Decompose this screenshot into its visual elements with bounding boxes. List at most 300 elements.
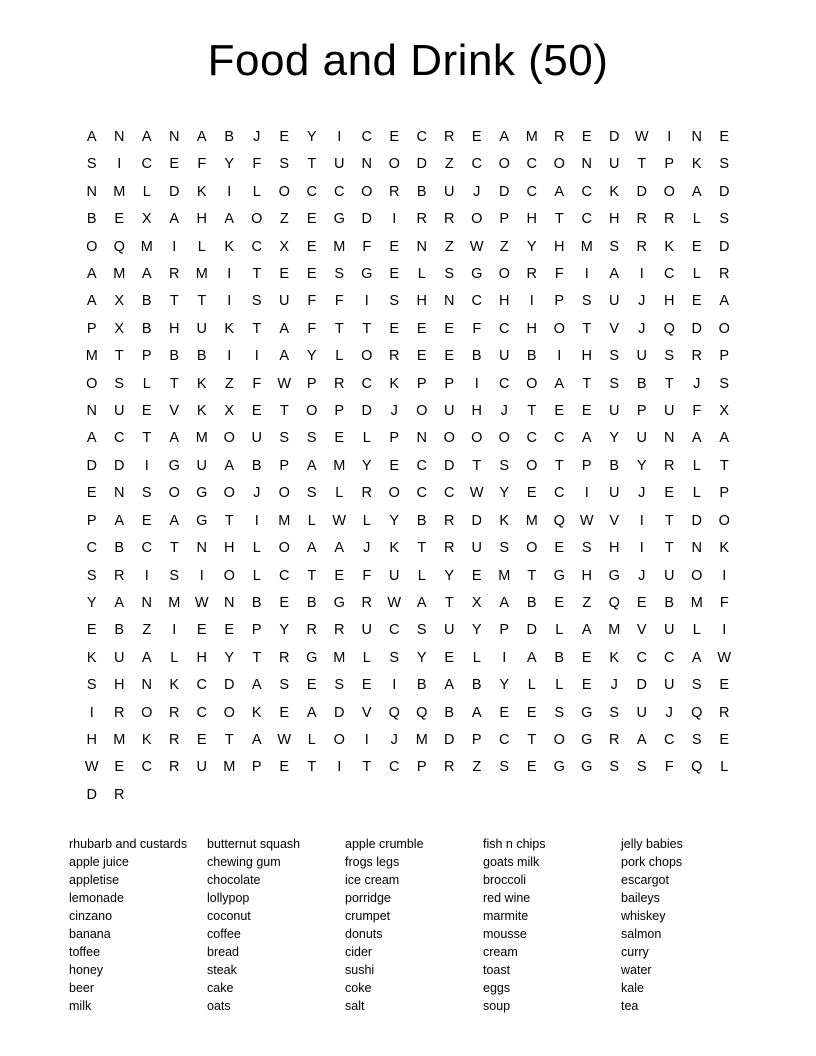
grid-letter: G [306, 649, 318, 666]
grid-letter: C [141, 156, 152, 173]
grid-letter: O [223, 567, 235, 584]
grid-letter: J [638, 567, 646, 584]
grid-letter: U [636, 704, 647, 721]
grid-letter: O [278, 485, 290, 502]
grid-letter: O [278, 183, 290, 200]
grid-letter: E [279, 266, 290, 283]
grid-letter: S [636, 759, 647, 776]
grid-letter: T [664, 512, 674, 529]
grid-letter: D [499, 183, 510, 200]
word-list-item: steak [207, 963, 237, 978]
word-list-item: eggs [483, 981, 511, 996]
grid-letter: Y [526, 238, 537, 255]
grid-letter: A [224, 457, 235, 474]
grid-letter: P [719, 348, 730, 365]
grid-letter: T [197, 293, 207, 310]
grid-letter: T [169, 293, 179, 310]
grid-letter: O [86, 375, 98, 392]
grid-letter: I [144, 567, 149, 584]
grid-letter: O [361, 183, 373, 200]
word-list-item: jelly babies [621, 837, 683, 852]
grid-letter: Z [224, 375, 234, 392]
grid-letter: H [196, 211, 207, 228]
grid-letter: C [141, 759, 152, 776]
grid-letter: E [444, 649, 455, 666]
grid-letter: E [361, 677, 372, 694]
grid-letter: B [554, 649, 565, 666]
grid-letter: U [114, 649, 125, 666]
grid-letter: A [636, 731, 647, 748]
grid-letter: X [114, 320, 125, 337]
grid-letter: E [334, 430, 345, 447]
grid-letter: H [114, 677, 125, 694]
grid-letter: E [389, 238, 400, 255]
grid-letter: C [196, 704, 207, 721]
grid-letter: O [388, 485, 400, 502]
grid-letter: H [581, 567, 592, 584]
grid-letter: S [691, 677, 702, 694]
grid-letter: I [557, 348, 562, 365]
grid-letter: L [170, 649, 179, 666]
grid-letter: P [499, 211, 510, 228]
word-list-item: frogs legs [345, 855, 400, 870]
grid-letter: N [86, 183, 97, 200]
grid-letter: H [664, 293, 675, 310]
grid-letter: C [499, 731, 510, 748]
grid-letter: E [581, 129, 592, 145]
grid-letter: T [664, 540, 674, 557]
grid-letter: N [114, 485, 125, 502]
word-list-item: crumpet [345, 909, 391, 924]
grid-letter: A [416, 594, 427, 611]
grid-letter: R [554, 129, 565, 145]
grid-letter: G [581, 731, 593, 748]
grid-letter: X [279, 238, 290, 255]
grid-letter: R [361, 485, 372, 502]
word-list-item: fish n chips [483, 837, 546, 852]
grid-letter: K [224, 238, 235, 255]
grid-letter: I [639, 266, 644, 283]
grid-letter: G [333, 211, 345, 228]
grid-letter: A [169, 430, 180, 447]
word-list-item: whiskey [621, 909, 666, 924]
grid-letter: C [86, 540, 97, 557]
grid-letter: S [581, 293, 592, 310]
word-list-item: honey [69, 963, 104, 978]
grid-letter: C [581, 183, 592, 200]
grid-letter: I [502, 649, 507, 666]
grid-letter: B [141, 293, 152, 310]
grid-letter: E [279, 594, 290, 611]
grid-letter: R [526, 266, 537, 283]
grid-letter: E [554, 594, 565, 611]
grid-letter: U [609, 485, 620, 502]
grid-letter: O [361, 348, 373, 365]
grid-letter: Q [553, 512, 565, 529]
grid-letter: A [169, 211, 180, 228]
grid-letter: R [719, 704, 730, 721]
grid-letter: F [362, 238, 372, 255]
grid-letter: N [141, 594, 152, 611]
grid-letter: H [526, 320, 537, 337]
grid-letter: U [609, 293, 620, 310]
grid-letter: D [224, 677, 235, 694]
grid-letter: R [114, 786, 125, 803]
word-list-column [621, 835, 753, 1015]
grid-letter: C [499, 375, 510, 392]
grid-letter: Q [416, 704, 428, 721]
grid-letter: D [334, 704, 345, 721]
word-list-item: kale [621, 981, 644, 996]
grid-letter: N [416, 430, 427, 447]
grid-letter: I [227, 266, 232, 283]
grid-letter: Y [361, 457, 372, 474]
grid-letter: T [169, 540, 179, 557]
grid-letter: T [554, 457, 564, 474]
grid-letter: R [416, 211, 427, 228]
grid-letter: B [526, 348, 537, 365]
grid-letter: Q [608, 594, 620, 611]
grid-letter: W [84, 759, 99, 776]
grid-letter: E [471, 567, 482, 584]
grid-letter: D [636, 183, 647, 200]
grid-letter: L [692, 457, 701, 474]
grid-letter: U [361, 622, 372, 639]
grid-letter: R [636, 211, 647, 228]
grid-letter: D [471, 512, 482, 529]
grid-letter: C [499, 320, 510, 337]
grid-letter: H [86, 731, 97, 748]
grid-letter: R [169, 731, 180, 748]
grid-letter: S [664, 348, 675, 365]
word-list-column [207, 835, 339, 1015]
grid-letter: E [526, 485, 537, 502]
grid-letter: S [169, 567, 180, 584]
grid-letter: I [392, 211, 397, 228]
grid-letter: E [306, 238, 317, 255]
grid-letter: Y [416, 649, 427, 666]
word-list-column [69, 835, 201, 1015]
grid-letter: D [361, 211, 372, 228]
grid-letter: L [417, 567, 426, 584]
grid-letter: L [692, 211, 701, 228]
grid-letter: T [142, 430, 152, 447]
word-list-column [345, 835, 477, 1015]
grid-letter: I [584, 485, 589, 502]
grid-letter: A [86, 129, 97, 145]
grid-letter: L [252, 183, 261, 200]
grid-letter: C [554, 485, 565, 502]
grid-letter: D [114, 457, 125, 474]
grid-letter: M [498, 567, 511, 584]
grid-letter: I [639, 540, 644, 557]
word-list-item: cream [483, 945, 518, 960]
grid-letter: J [390, 403, 398, 420]
word-list-item: banana [69, 927, 111, 942]
grid-letter: C [526, 156, 537, 173]
grid-letter: A [691, 430, 702, 447]
grid-letter: O [251, 211, 263, 228]
grid-letter: N [114, 129, 125, 145]
grid-letter: S [609, 238, 620, 255]
grid-letter: Z [279, 211, 289, 228]
grid-letter: W [332, 512, 347, 529]
grid-letter: Y [499, 677, 510, 694]
grid-letter: E [389, 457, 400, 474]
grid-letter: A [141, 266, 152, 283]
grid-letter: D [444, 731, 455, 748]
grid-letter: O [526, 375, 538, 392]
grid-letter: J [253, 485, 261, 502]
grid-letter: A [306, 457, 317, 474]
grid-letter: B [306, 594, 317, 611]
grid-letter: O [443, 430, 455, 447]
grid-letter: F [252, 375, 262, 392]
word-list-item: bread [207, 945, 239, 960]
grid-letter: O [526, 540, 538, 557]
grid-letter: G [553, 759, 565, 776]
grid-letter: Z [582, 594, 592, 611]
grid-letter: O [86, 238, 98, 255]
grid-letter: K [691, 156, 702, 173]
grid-letter: R [334, 375, 345, 392]
grid-letter: M [278, 512, 291, 529]
grid-letter: U [636, 348, 647, 365]
grid-letter: O [718, 512, 730, 529]
grid-letter: L [472, 649, 481, 666]
grid-letter: Y [306, 348, 317, 365]
grid-letter: C [361, 129, 372, 145]
grid-letter: A [444, 677, 455, 694]
grid-letter: T [252, 266, 262, 283]
grid-letter: L [307, 731, 316, 748]
grid-letter: E [114, 759, 125, 776]
grid-letter: G [196, 512, 208, 529]
grid-letter: I [227, 293, 232, 310]
grid-letter: P [334, 403, 345, 420]
grid-letter: U [471, 540, 482, 557]
grid-letter: A [141, 129, 152, 145]
grid-letter: T [252, 320, 262, 337]
grid-letter: P [251, 622, 262, 639]
grid-letter: G [581, 759, 593, 776]
grid-letter: K [196, 403, 207, 420]
grid-letter: M [525, 512, 538, 529]
grid-letter: D [86, 786, 97, 803]
grid-letter: X [114, 293, 125, 310]
grid-letter: K [389, 540, 400, 557]
grid-letter: S [306, 430, 317, 447]
grid-letter: M [168, 594, 181, 611]
grid-letter: D [416, 156, 427, 173]
grid-letter: S [499, 759, 510, 776]
grid-letter: Y [389, 512, 400, 529]
grid-letter: I [337, 759, 342, 776]
grid-letter: T [582, 320, 592, 337]
grid-letter: D [444, 457, 455, 474]
grid-letter: R [719, 266, 730, 283]
grid-letter: O [471, 430, 483, 447]
grid-letter: U [279, 293, 290, 310]
grid-letter: I [639, 512, 644, 529]
grid-letter: B [169, 348, 180, 365]
grid-letter: F [664, 759, 674, 776]
grid-letter: E [114, 211, 125, 228]
grid-letter: K [196, 375, 207, 392]
grid-letter: E [581, 649, 592, 666]
word-list-item: curry [621, 945, 649, 960]
grid-letter: I [172, 622, 177, 639]
grid-letter: G [196, 485, 208, 502]
grid-letter: S [609, 759, 620, 776]
grid-letter: A [719, 293, 730, 310]
grid-letter: W [277, 731, 292, 748]
grid-letter: U [444, 183, 455, 200]
word-list-item: appletise [69, 873, 120, 888]
grid-letter: I [227, 348, 232, 365]
grid-letter: A [526, 649, 537, 666]
grid-letter: O [471, 211, 483, 228]
grid-letter: O [553, 731, 565, 748]
grid-letter: A [554, 183, 565, 200]
grid-letter: L [555, 622, 564, 639]
grid-letter: C [664, 649, 675, 666]
grid-letter: Y [636, 457, 647, 474]
grid-letter: N [86, 403, 97, 420]
grid-letter: H [609, 211, 620, 228]
word-list-item: apple crumble [345, 837, 424, 852]
grid-letter: B [86, 211, 97, 228]
grid-letter: I [474, 375, 479, 392]
grid-letter: Z [142, 622, 152, 639]
grid-letter: S [306, 485, 317, 502]
grid-letter: M [85, 348, 98, 365]
grid-letter: R [444, 211, 455, 228]
grid-letter: T [362, 759, 372, 776]
grid-letter: F [197, 156, 207, 173]
grid-letter: B [664, 594, 675, 611]
grid-letter: U [196, 759, 207, 776]
grid-letter: P [416, 375, 427, 392]
grid-letter: I [392, 677, 397, 694]
grid-letter: S [444, 266, 455, 283]
grid-letter: G [168, 457, 180, 474]
grid-letter: D [691, 512, 702, 529]
grid-letter: P [581, 457, 592, 474]
word-list-item: apple juice [69, 855, 129, 870]
word-list-item: cake [207, 981, 234, 996]
grid-letter: T [224, 512, 234, 529]
grid-letter: L [692, 266, 701, 283]
grid-letter: E [664, 485, 675, 502]
grid-letter: J [473, 183, 481, 200]
grid-letter: I [667, 129, 672, 145]
grid-letter: I [227, 183, 232, 200]
grid-letter: E [279, 759, 290, 776]
word-list-item: cider [345, 945, 373, 960]
grid-letter: O [691, 567, 703, 584]
grid-letter: B [471, 348, 482, 365]
grid-letter: B [114, 622, 125, 639]
grid-letter: T [444, 594, 454, 611]
grid-letter: C [196, 677, 207, 694]
grid-letter: C [334, 183, 345, 200]
grid-letter: Z [499, 238, 509, 255]
grid-letter: O [553, 156, 565, 173]
word-list-item: water [621, 963, 652, 978]
grid-letter: K [719, 540, 730, 557]
grid-letter: I [172, 238, 177, 255]
grid-letter: A [169, 512, 180, 529]
grid-letter: S [334, 677, 345, 694]
grid-letter: E [196, 731, 207, 748]
grid-letter: M [690, 594, 703, 611]
grid-letter: O [498, 266, 510, 283]
grid-letter: U [664, 677, 675, 694]
grid-letter: E [526, 704, 537, 721]
grid-letter: A [279, 348, 290, 365]
grid-letter: O [718, 320, 730, 337]
grid-letter: X [471, 594, 482, 611]
grid-letter: U [114, 403, 125, 420]
grid-letter: R [664, 457, 675, 474]
grid-letter: E [224, 622, 235, 639]
grid-letter: T [334, 320, 344, 337]
word-list-item: sushi [345, 963, 375, 978]
grid-letter: B [196, 348, 207, 365]
grid-letter: H [554, 238, 565, 255]
grid-letter: N [416, 238, 427, 255]
grid-letter: Y [86, 594, 97, 611]
grid-letter: N [196, 540, 207, 557]
grid-letter: J [610, 677, 618, 694]
grid-letter: U [251, 430, 262, 447]
grid-letter: C [581, 211, 592, 228]
word-list-item: escargot [621, 873, 669, 888]
grid-letter: P [471, 731, 482, 748]
grid-letter: A [306, 540, 317, 557]
grid-letter: C [389, 622, 400, 639]
grid-letter: T [637, 156, 647, 173]
grid-letter: C [416, 457, 427, 474]
grid-letter: L [720, 759, 729, 776]
grid-letter: F [362, 567, 372, 584]
grid-letter: O [526, 457, 538, 474]
grid-letter: Y [279, 622, 290, 639]
grid-letter: E [554, 540, 565, 557]
grid-letter: T [114, 348, 124, 365]
grid-letter: B [444, 704, 455, 721]
grid-letter: T [664, 375, 674, 392]
grid-letter: A [251, 677, 262, 694]
grid-letter: B [416, 677, 427, 694]
grid-letter: S [114, 375, 125, 392]
grid-letter: C [279, 567, 290, 584]
grid-letter: A [554, 375, 565, 392]
grid-letter: K [251, 704, 262, 721]
grid-letter: S [279, 156, 290, 173]
grid-letter: Q [113, 238, 125, 255]
grid-letter: R [389, 348, 400, 365]
grid-letter: S [719, 156, 730, 173]
grid-letter: L [197, 238, 206, 255]
grid-letter: B [224, 129, 235, 145]
grid-letter: L [142, 183, 151, 200]
word-list-item: baileys [621, 891, 660, 906]
grid-letter: S [279, 430, 290, 447]
grid-letter: H [581, 348, 592, 365]
grid-letter: E [306, 211, 317, 228]
